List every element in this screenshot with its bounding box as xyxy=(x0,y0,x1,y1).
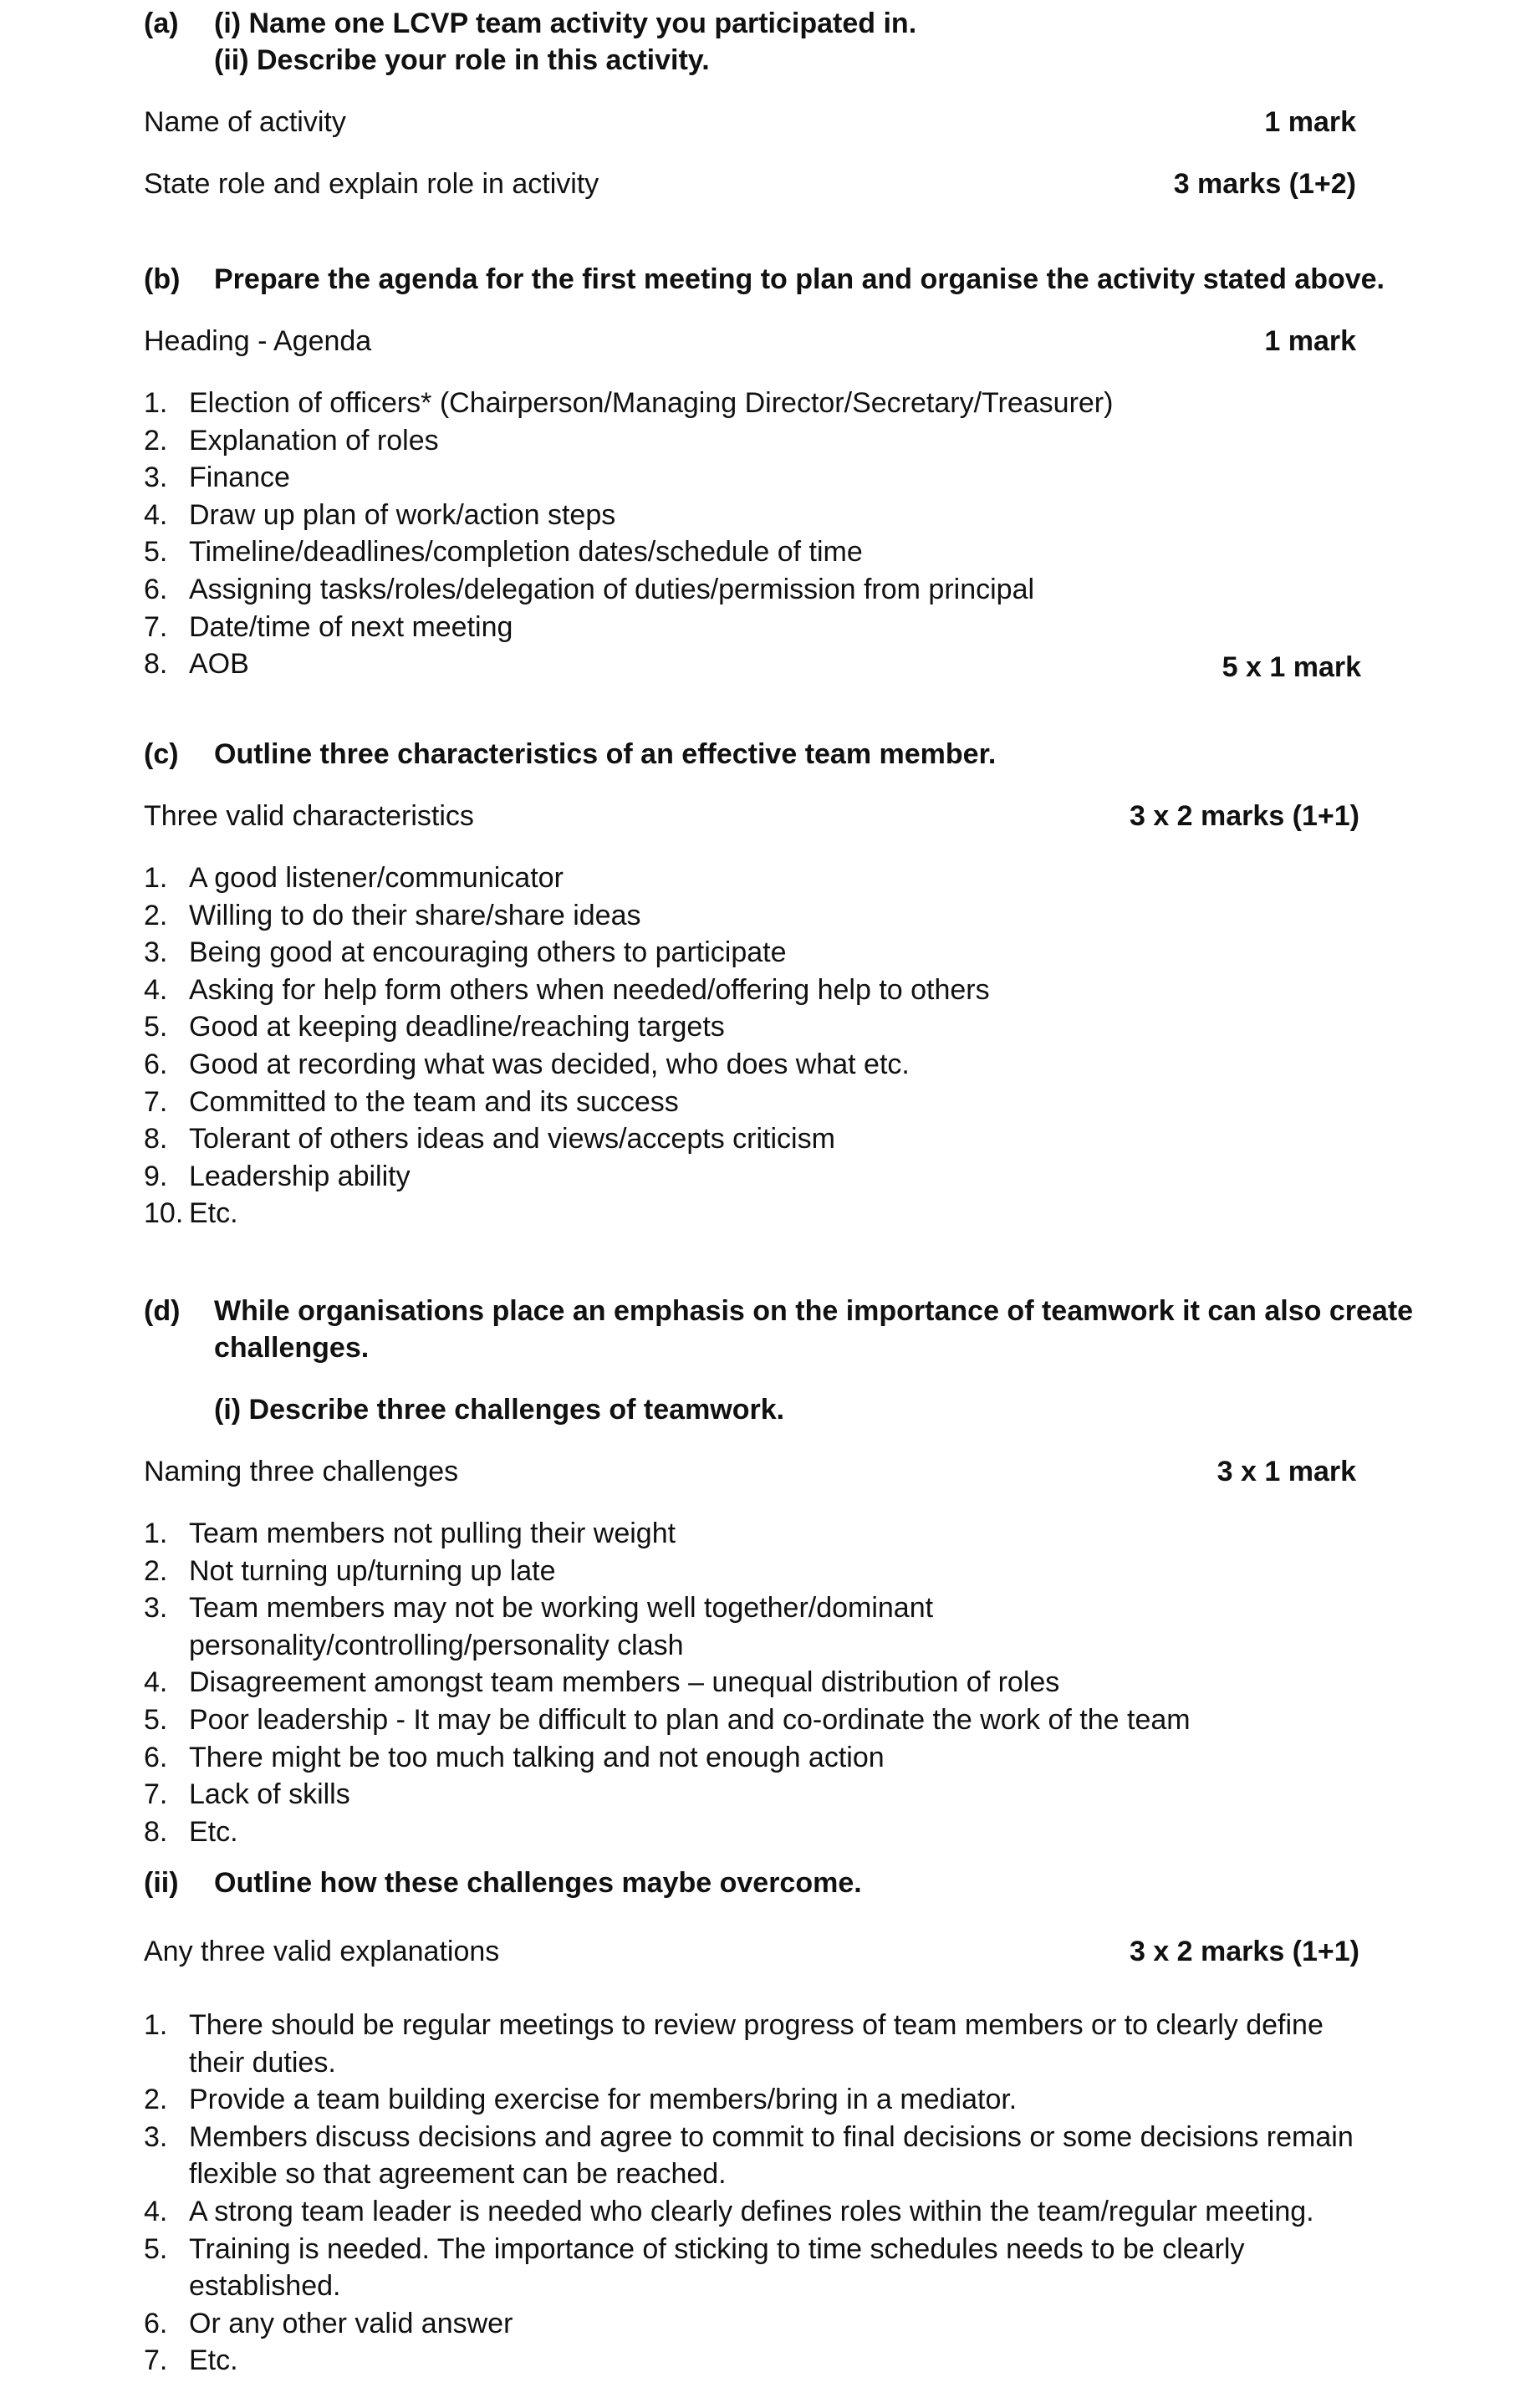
list-item-text: A strong team leader is needed who clearly defines roles within the team/regular meeting. xyxy=(189,2196,1314,2227)
list-item-text: Team members may not be working well together/dominant xyxy=(189,1592,934,1625)
part-a-row1-mark: 1 mark xyxy=(1264,106,1356,138)
list-item-text: There might be too much talking and not enough action xyxy=(189,1741,885,1773)
part-c-question: Outline three characteristics of an effective team member. xyxy=(214,738,997,770)
list-item-text: Election of officers* (Chairperson/Managing Director/Secretary/Treasurer) xyxy=(189,387,1114,419)
list-item-text: Finance xyxy=(189,462,290,494)
list-item-number: 1. xyxy=(144,1518,168,1549)
list-item-text: Members discuss decisions and agree to commit to final decisions or some decisions remain xyxy=(189,2120,1354,2153)
part-d-sub-i: (i) Describe three challenges of teamwork. xyxy=(214,1394,785,1426)
list-item-text-continued: flexible so that agreement can be reached. xyxy=(189,2158,727,2191)
list-item-text: Committed to the team and its success xyxy=(189,1085,679,1118)
list-item-text: Explanation of roles xyxy=(189,424,439,457)
list-item-number: 6. xyxy=(144,1048,168,1080)
list-item-text: Etc. xyxy=(189,1197,238,1230)
list-item-text: Draw up plan of work/action steps xyxy=(189,498,616,531)
list-item-text: Tolerant of others ideas and views/accepts criticism xyxy=(189,1123,835,1156)
list-item-number: 7. xyxy=(144,1085,168,1118)
part-a-row1-text: Name of activity xyxy=(144,106,346,138)
list-item-text-continued: established. xyxy=(189,2270,341,2303)
list-item-text: Leadership ability xyxy=(189,1160,411,1192)
list-item-text: Willing to do their share/share ideas xyxy=(189,899,641,931)
part-a-row2-mark: 3 marks (1+2) xyxy=(1173,168,1356,200)
list-item-text: Good at recording what was decided, who does what etc. xyxy=(189,1048,910,1080)
list-item-text: Or any other valid answer xyxy=(189,2307,513,2339)
list-item-text: Disagreement amongst team members – unequal distribution of roles xyxy=(189,1666,1060,1699)
list-item-text: Team members not pulling their weight xyxy=(189,1518,676,1549)
list-item-text-continued: personality/controlling/personality clash xyxy=(189,1629,684,1661)
list-item-number: 2. xyxy=(144,2084,168,2116)
list-item-number: 7. xyxy=(144,2344,168,2377)
part-b-items-mark: 5 x 1 mark xyxy=(1222,651,1361,683)
part-d-row2-mark: 3 x 2 marks (1+1) xyxy=(1129,1936,1359,1967)
list-item-text: Etc. xyxy=(189,1815,238,1848)
list-item-number: 6. xyxy=(144,1741,168,1773)
list-item-number: 5. xyxy=(144,1704,168,1736)
list-item-number: 3. xyxy=(144,1592,168,1625)
part-d-row-text: Naming three challenges xyxy=(144,1456,459,1487)
list-item-number: 1. xyxy=(144,2009,168,2041)
part-b-label: (b) xyxy=(144,263,181,295)
list-item-text: Date/time of next meeting xyxy=(189,610,513,643)
part-d-sub-ii-label: (ii) xyxy=(144,1867,179,1899)
list-item-number: 2. xyxy=(144,424,168,457)
part-a-row2-text: State role and explain role in activity xyxy=(144,168,599,200)
part-b-question: Prepare the agenda for the first meeting to plan and organise the activity stated above. xyxy=(214,263,1385,295)
list-item-number: 7. xyxy=(144,610,168,643)
list-item-text: AOB xyxy=(189,648,249,681)
list-item-number: 1. xyxy=(144,387,168,419)
list-item-number: 5. xyxy=(144,1011,168,1043)
list-item-number: 3. xyxy=(144,2120,168,2153)
list-item-number: 4. xyxy=(144,498,168,531)
list-item-number: 5. xyxy=(144,2232,168,2265)
list-item-number: 4. xyxy=(144,2196,168,2227)
list-item-number: 10. xyxy=(144,1197,184,1230)
list-item-number: 3. xyxy=(144,936,168,969)
list-item-text: Poor leadership - It may be difficult to plan and co-ordinate the work of the team xyxy=(189,1704,1191,1736)
list-item-number: 7. xyxy=(144,1778,168,1811)
list-item-number: 2. xyxy=(144,899,168,931)
list-item-number: 2. xyxy=(144,1554,168,1587)
list-item-number: 4. xyxy=(144,1666,168,1699)
list-item-text: Timeline/deadlines/completion dates/schedule of time xyxy=(189,536,863,569)
list-item-text-continued: their duties. xyxy=(189,2046,336,2079)
part-d-row2-text: Any three valid explanations xyxy=(144,1936,500,1967)
part-a-label: (a) xyxy=(144,8,179,39)
list-item-text: Not turning up/turning up late xyxy=(189,1554,556,1587)
part-b-heading-text: Heading - Agenda xyxy=(144,325,372,357)
list-item-text: Good at keeping deadline/reaching targets xyxy=(189,1011,725,1043)
list-item-number: 8. xyxy=(144,648,168,681)
list-item-text: Provide a team building exercise for members/bring in a mediator. xyxy=(189,2084,1018,2116)
part-d-sub-ii: Outline how these challenges maybe overcome. xyxy=(214,1867,862,1899)
list-item-number: 9. xyxy=(144,1160,168,1192)
list-item-number: 3. xyxy=(144,462,168,494)
list-item-text: Being good at encouraging others to participate xyxy=(189,936,787,969)
part-c-row-text: Three valid characteristics xyxy=(144,800,474,832)
list-item-number: 4. xyxy=(144,973,168,1006)
part-d-row-mark: 3 x 1 mark xyxy=(1217,1456,1356,1487)
part-d-label: (d) xyxy=(144,1295,181,1327)
list-item-text: Etc. xyxy=(189,2344,238,2377)
list-item-text: There should be regular meetings to review progress of team members or to clearly define xyxy=(189,2009,1324,2041)
part-a-question-i: (i) Name one LCVP team activity you participated in. xyxy=(214,8,917,39)
list-item-text: A good listener/communicator xyxy=(189,862,564,894)
list-item-number: 1. xyxy=(144,862,168,894)
list-item-number: 8. xyxy=(144,1123,168,1156)
part-a-question-ii: (ii) Describe your role in this activity. xyxy=(214,44,710,76)
list-item-number: 8. xyxy=(144,1815,168,1848)
part-c-row-mark: 3 x 2 marks (1+1) xyxy=(1129,800,1359,832)
list-item-text: Asking for help form others when needed/offering help to others xyxy=(189,973,990,1006)
part-d-question-line1: While organisations place an emphasis on the importance of teamwork it can also create xyxy=(214,1295,1414,1327)
part-d-question-line2: challenges. xyxy=(214,1332,370,1364)
list-item-number: 6. xyxy=(144,574,168,605)
part-c-label: (c) xyxy=(144,738,179,770)
part-b-heading-mark: 1 mark xyxy=(1264,325,1356,357)
list-item-text: Assigning tasks/roles/delegation of duties/permission from principal xyxy=(189,574,1035,605)
list-item-text: Training is needed. The importance of sticking to time schedules needs to be clearly xyxy=(189,2232,1245,2265)
list-item-text: Lack of skills xyxy=(189,1778,350,1811)
list-item-number: 5. xyxy=(144,536,168,569)
list-item-number: 6. xyxy=(144,2307,168,2339)
